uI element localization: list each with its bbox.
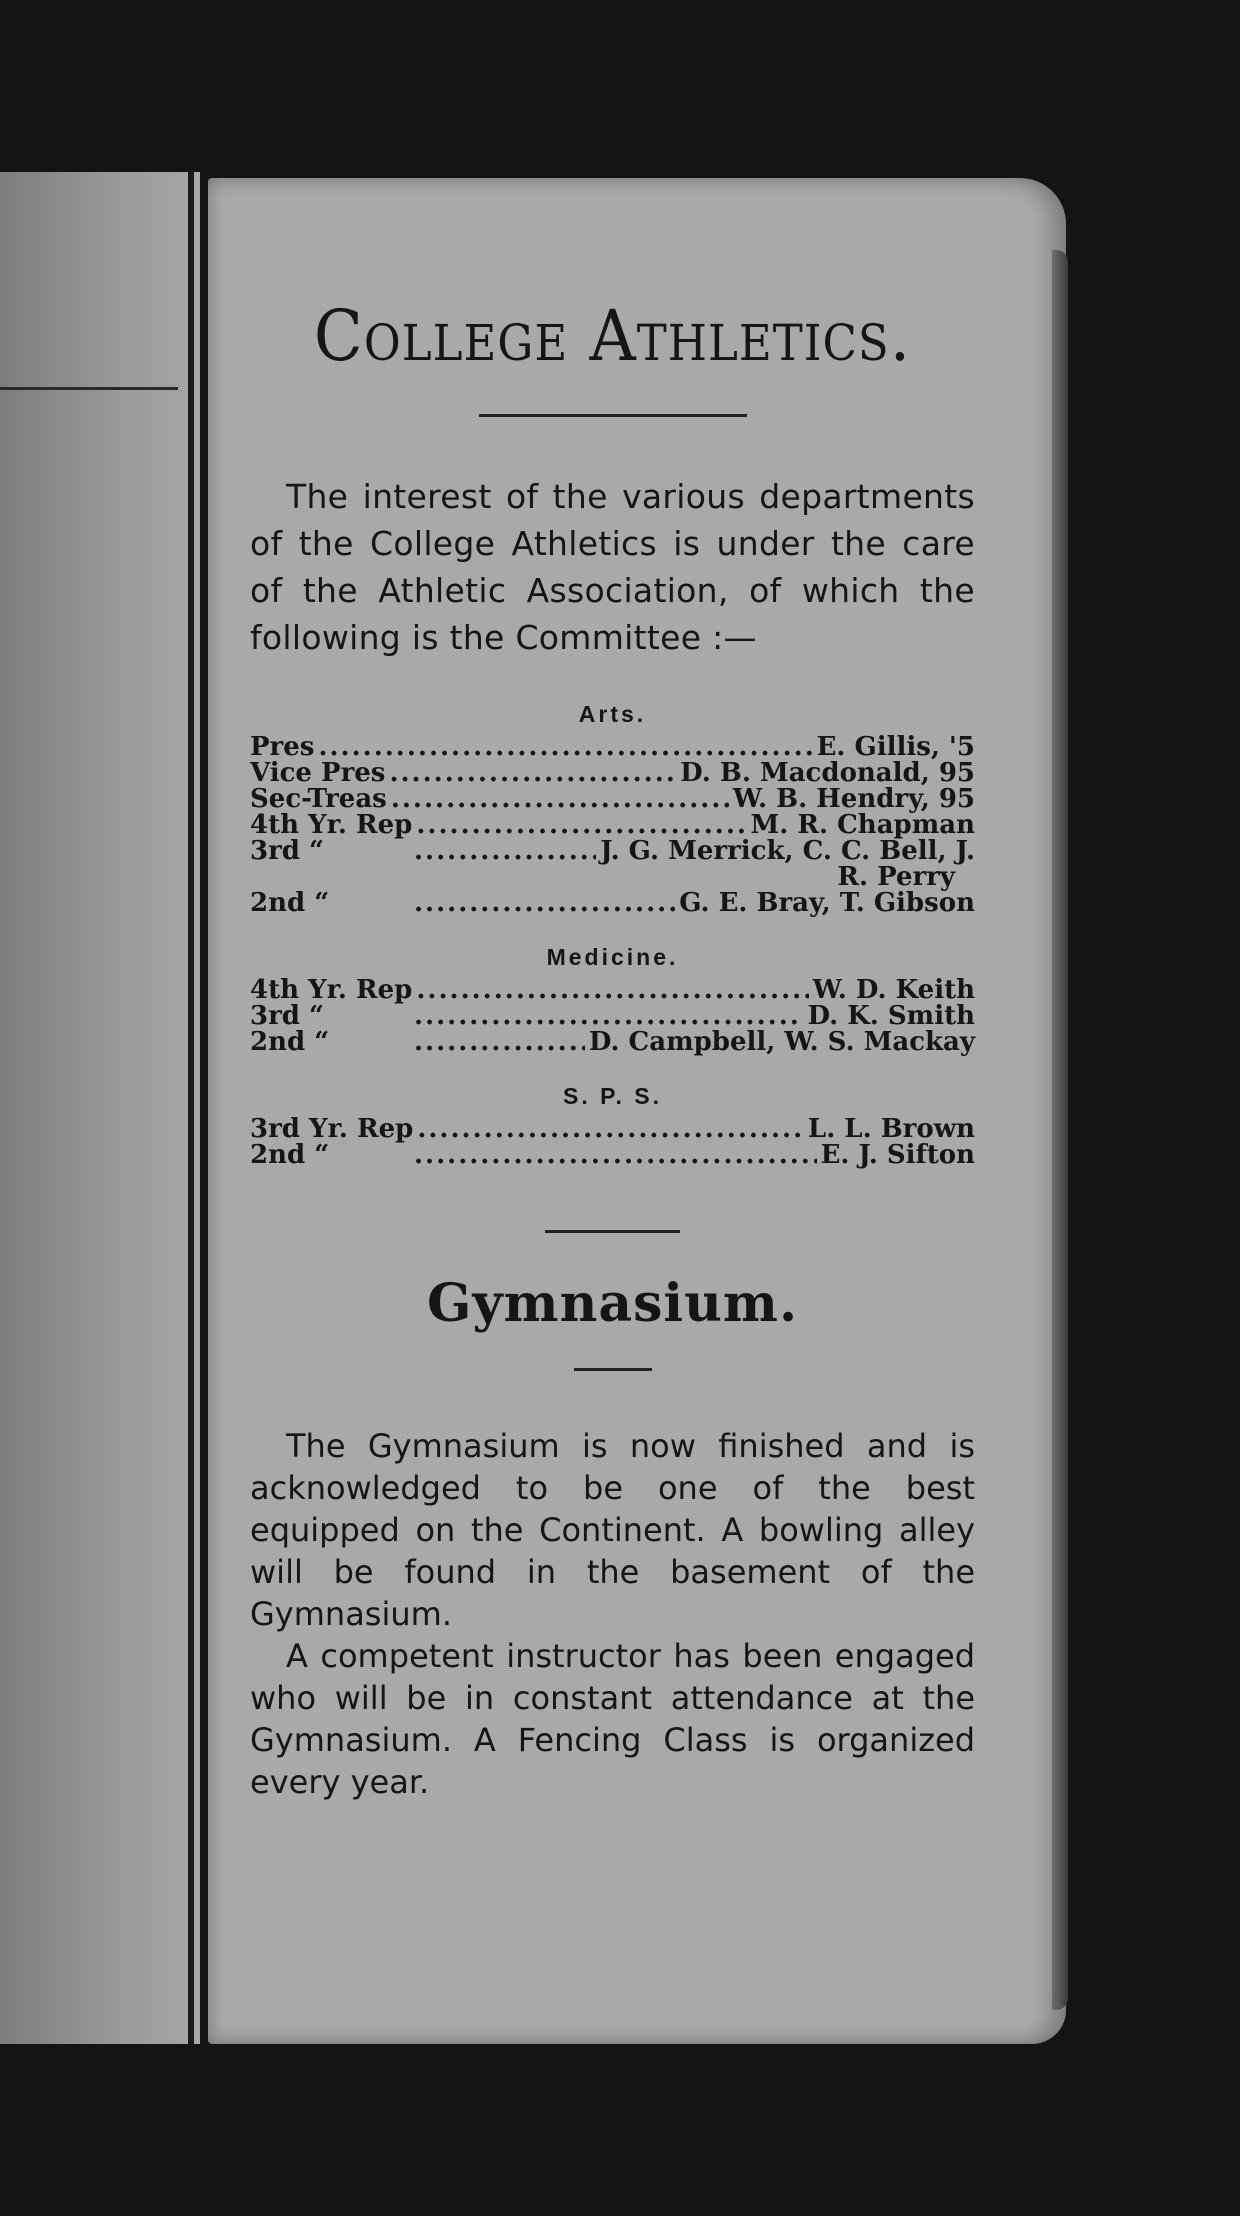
- gymnasium-paragraph: The Gymnasium is now finished and is acknowledged to be one of the best equipped on the Continent. A bowling alley will be found in the basement of the Gymnasium.: [250, 1427, 975, 1633]
- committee-row: [250, 786, 975, 812]
- leader-dots: [414, 1142, 817, 1168]
- medicine-heading: Medicine.: [546, 944, 679, 970]
- row-value: D. K. Smith: [807, 1001, 975, 1031]
- page-title: College Athletics.: [313, 296, 912, 378]
- book-spine: [188, 172, 194, 2044]
- leader-dots: [416, 812, 746, 838]
- row-value: L. L. Brown: [807, 1114, 975, 1144]
- leader-dots: [414, 1003, 803, 1029]
- leader-dots: [416, 977, 808, 1003]
- arts-heading: Arts.: [578, 701, 647, 727]
- row-value: W. D. Keith: [812, 975, 975, 1005]
- leader-dots: [318, 734, 812, 760]
- committee-row: [250, 1116, 975, 1142]
- committee-row: [250, 890, 975, 916]
- row-label: Pres: [250, 732, 315, 762]
- row-label: 4th Yr. Rep: [250, 810, 413, 840]
- sps-heading: S. P. S.: [562, 1083, 662, 1109]
- page-edge: [1052, 250, 1068, 2010]
- committee-row: [250, 1142, 975, 1168]
- arts-committee: [250, 734, 975, 916]
- committee-row: [250, 760, 975, 786]
- section-divider: [545, 1230, 680, 1233]
- row-value: E. J. Sifton: [820, 1140, 975, 1170]
- row-value: E. Gillis, '5: [816, 732, 975, 762]
- medicine-committee: [250, 977, 975, 1055]
- row-label: 4th Yr. Rep: [250, 975, 413, 1005]
- row-label: Vice Pres: [250, 758, 386, 788]
- row-label: 3rd Yr. Rep: [250, 1114, 414, 1144]
- intro-paragraph: The interest of the various departments of the College Athletics is under the care of the Athletic Association, of which the following is the Committee :—: [250, 477, 975, 657]
- sps-committee: [250, 1116, 975, 1168]
- gymnasium-title: Gymnasium.: [426, 1273, 799, 1334]
- row-value: G. E. Bray, T. Gibson: [679, 888, 975, 918]
- row-label: 2nd “: [250, 888, 330, 918]
- leader-dots: [414, 890, 675, 916]
- committee-row: [250, 1003, 975, 1029]
- row-label: 2nd “: [250, 1140, 330, 1170]
- left-page: [0, 172, 200, 2044]
- left-page-rule: [0, 387, 178, 390]
- committee-row: [250, 838, 975, 864]
- committee-row: [250, 977, 975, 1003]
- row-continuation: R. Perry: [837, 862, 955, 892]
- row-value: M. R. Chapman: [750, 810, 975, 840]
- page-content: [250, 296, 975, 1803]
- committee-row: [250, 812, 975, 838]
- row-label: Sec-Treas: [250, 784, 387, 814]
- gymnasium-paragraph: A competent instructor has been engaged who will be in constant attendance at the Gymnasium. A Fencing Class is organized every year.: [250, 1637, 975, 1801]
- leader-dots: [391, 786, 729, 812]
- row-value: J. G. Merrick, C. C. Bell, J.: [600, 836, 975, 866]
- leader-dots: [417, 1116, 804, 1142]
- row-value: W. B. Hendry, 95: [732, 784, 975, 814]
- title-rule: [479, 414, 747, 417]
- leader-dots: [414, 1029, 585, 1055]
- row-label: 3rd “: [250, 1001, 324, 1031]
- gymnasium-divider: [574, 1368, 652, 1371]
- row-value: D. Campbell, W. S. Mackay: [588, 1027, 975, 1057]
- committee-row: [250, 1029, 975, 1055]
- row-label: 3rd “: [250, 836, 324, 866]
- leader-dots: [389, 760, 676, 786]
- row-label: 2nd “: [250, 1027, 330, 1057]
- committee-row: [250, 734, 975, 760]
- leader-dots: [414, 838, 596, 864]
- row-value: D. B. Macdonald, 95: [680, 758, 975, 788]
